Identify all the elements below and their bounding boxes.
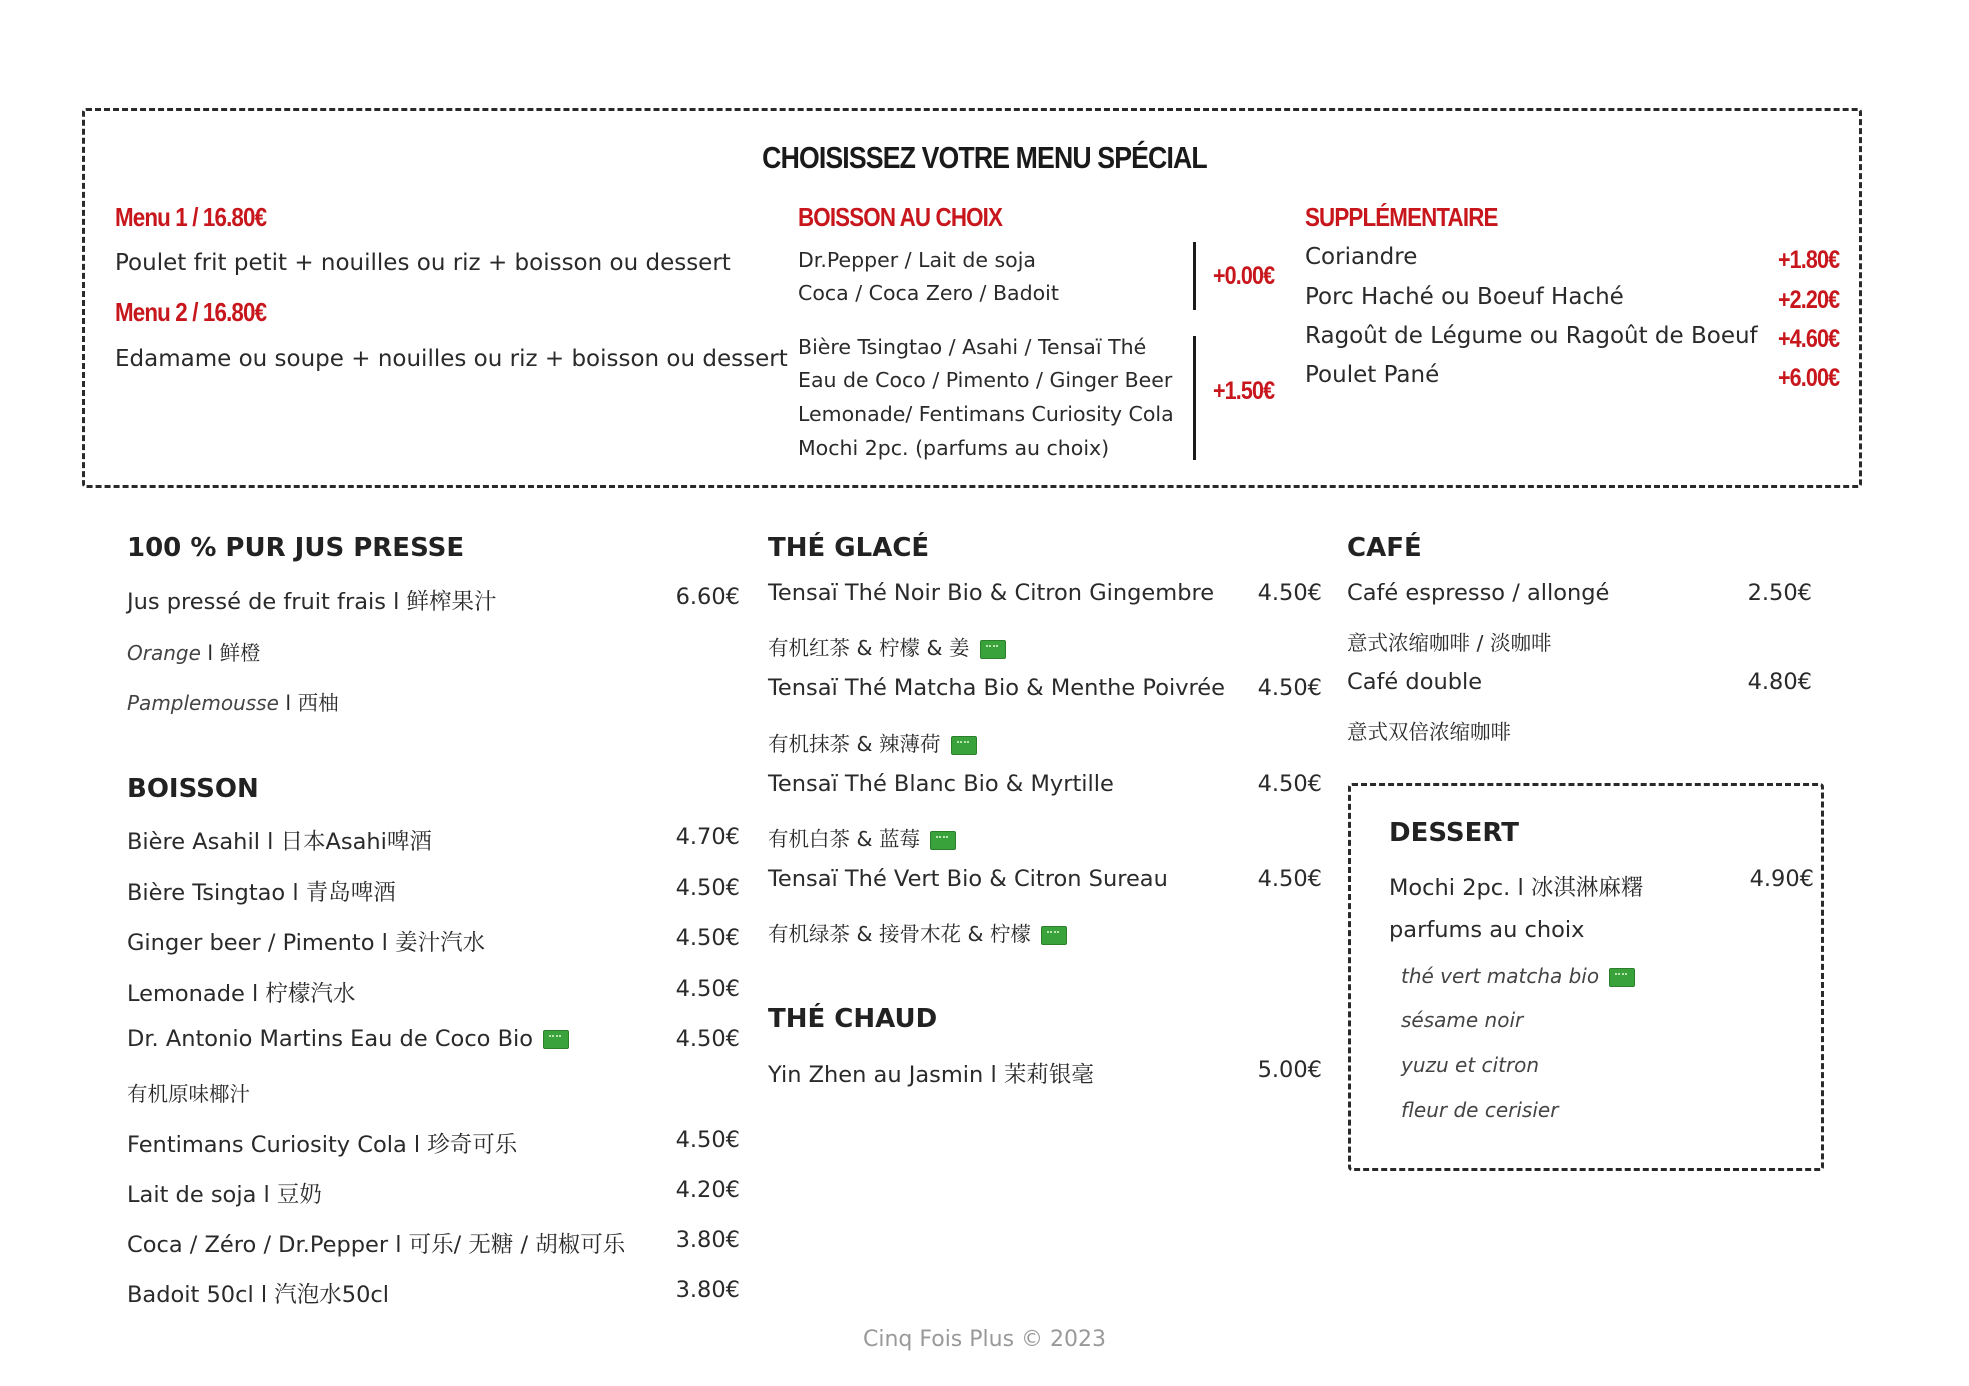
supplement-price: +2.20€ — [1777, 286, 1839, 314]
boisson-choix-line: Dr.Pepper / Lait de soja — [798, 248, 1036, 272]
boisson-price: 4.20€ — [675, 1177, 740, 1203]
jus-option: Orange l 鲜橙 — [127, 641, 261, 665]
bio-leaf-icon — [980, 640, 1006, 659]
cafe-price: 4.80€ — [1747, 669, 1812, 695]
boisson-price: 4.50€ — [675, 875, 740, 901]
bio-leaf-icon — [543, 1030, 569, 1049]
dessert-heading: DESSERT — [1389, 818, 1519, 848]
boisson-price: 4.50€ — [675, 976, 740, 1002]
menu1-desc: Poulet frit petit + nouilles ou riz + boisson ou dessert — [115, 250, 731, 276]
bio-leaf-icon — [1041, 926, 1067, 945]
boisson-item: Lait de soja l 豆奶 — [127, 1182, 322, 1208]
dessert-flavor: sésame noir — [1401, 1008, 1524, 1032]
the-glace-item: Tensaï Thé Vert Bio & Citron Sureau — [768, 866, 1168, 892]
boisson-item: Ginger beer / Pimento l 姜汁汽水 — [127, 930, 486, 956]
boisson-item: Coca / Zéro / Dr.Pepper l 可乐/ 无糖 / 胡椒可乐 — [127, 1232, 626, 1258]
the-glace-price: 4.50€ — [1257, 866, 1322, 892]
boisson-item: Badoit 50cl l 汽泡水50cl — [127, 1282, 390, 1308]
boisson-item-zh: 有机原味椰汁 — [127, 1082, 250, 1106]
boisson-price: 4.50€ — [675, 1026, 740, 1052]
boisson-item: Bière Asahil l 日本Asahi啤酒 — [127, 829, 432, 855]
boisson-item: Lemonade l 柠檬汽水 — [127, 981, 356, 1007]
divider-bar — [1193, 336, 1196, 460]
supplement-price: +4.60€ — [1777, 325, 1839, 353]
boisson-price: 4.50€ — [675, 925, 740, 951]
boisson-price: 4.70€ — [675, 824, 740, 850]
dessert-item: Mochi 2pc. l 冰淇淋麻糬 — [1389, 875, 1644, 901]
supplement-item: Poulet Pané — [1305, 362, 1440, 388]
the-glace-item-zh: 有机红茶 & 柠檬 & 姜 — [768, 631, 1006, 661]
the-glace-item: Tensaï Thé Noir Bio & Citron Gingembre — [768, 580, 1215, 606]
special-menu-title: CHOISISSEZ VOTRE MENU SPÉCIAL — [762, 140, 1207, 175]
boisson-choix-line: Mochi 2pc. (parfums au choix) — [798, 436, 1110, 460]
menu1-label: Menu 1 / 16.80€ — [115, 202, 267, 232]
boisson-choix-price: +0.00€ — [1212, 262, 1274, 290]
cafe-item-zh: 意式浓缩咖啡 / 淡咖啡 — [1347, 631, 1552, 655]
menu2-desc: Edamame ou soupe + nouilles ou riz + boisson ou dessert — [115, 346, 788, 372]
jus-heading: 100 % PUR JUS PRESSE — [127, 533, 465, 563]
boisson-item: Fentimans Curiosity Cola l 珍奇可乐 — [127, 1132, 518, 1158]
bio-leaf-icon — [930, 831, 956, 850]
the-glace-item-zh: 有机抹茶 & 辣薄荷 — [768, 727, 977, 757]
boisson-price: 4.50€ — [675, 1127, 740, 1153]
the-glace-price: 4.50€ — [1257, 675, 1322, 701]
boisson-choix-heading: BOISSON AU CHOIX — [798, 202, 1003, 232]
cafe-heading: CAFÉ — [1347, 533, 1422, 563]
boisson-price: 3.80€ — [675, 1227, 740, 1253]
footer-copyright: Cinq Fois Plus © 2023 — [862, 1327, 1107, 1352]
jus-option: Pamplemousse l 西柚 — [127, 691, 339, 715]
jus-item: Jus pressé de fruit frais l 鲜榨果汁 — [127, 589, 497, 615]
dessert-sub: parfums au choix — [1389, 917, 1585, 943]
boisson-choix-price: +1.50€ — [1212, 377, 1274, 405]
cafe-item: Café double — [1347, 669, 1483, 695]
the-glace-item: Tensaï Thé Blanc Bio & Myrtille — [768, 771, 1114, 797]
the-chaud-price: 5.00€ — [1257, 1057, 1322, 1083]
dessert-flavor: yuzu et citron — [1401, 1053, 1540, 1077]
supplement-item: Coriandre — [1305, 244, 1418, 270]
supplementaire-heading: SUPPLÉMENTAIRE — [1305, 202, 1498, 232]
the-chaud-heading: THÉ CHAUD — [768, 1004, 938, 1034]
divider-bar — [1193, 242, 1196, 310]
boisson-choix-line: Bière Tsingtao / Asahi / Tensaï Thé — [798, 335, 1147, 359]
boisson-heading: BOISSON — [127, 774, 259, 804]
supplement-price: +1.80€ — [1777, 246, 1839, 274]
boisson-choix-line: Lemonade/ Fentimans Curiosity Cola — [798, 402, 1174, 426]
jus-price: 6.60€ — [675, 584, 740, 610]
supplement-item: Porc Haché ou Boeuf Haché — [1305, 284, 1624, 310]
cafe-item-zh: 意式双倍浓缩咖啡 — [1347, 720, 1511, 744]
the-glace-price: 4.50€ — [1257, 580, 1322, 606]
the-glace-item-zh: 有机白茶 & 蓝莓 — [768, 822, 956, 852]
the-glace-price: 4.50€ — [1257, 771, 1322, 797]
bio-leaf-icon — [1609, 968, 1635, 987]
boisson-choix-line: Coca / Coca Zero / Badoit — [798, 281, 1059, 305]
bio-leaf-icon — [951, 736, 977, 755]
cafe-price: 2.50€ — [1747, 580, 1812, 606]
boisson-choix-line: Eau de Coco / Pimento / Ginger Beer — [798, 368, 1173, 392]
menu2-label: Menu 2 / 16.80€ — [115, 297, 267, 327]
dessert-flavor: fleur de cerisier — [1401, 1098, 1559, 1122]
supplement-item: Ragoût de Légume ou Ragoût de Boeuf — [1305, 323, 1758, 349]
cafe-item: Café espresso / allongé — [1347, 580, 1610, 606]
boisson-price: 3.80€ — [675, 1277, 740, 1303]
supplement-price: +6.00€ — [1777, 364, 1839, 392]
the-glace-heading: THÉ GLACÉ — [768, 533, 930, 563]
dessert-price: 4.90€ — [1749, 866, 1814, 892]
the-glace-item: Tensaï Thé Matcha Bio & Menthe Poivrée — [768, 675, 1225, 701]
the-chaud-item: Yin Zhen au Jasmin l 茉莉银毫 — [768, 1062, 1094, 1088]
the-glace-item-zh: 有机绿茶 & 接骨木花 & 柠檬 — [768, 917, 1067, 947]
dessert-flavor: thé vert matcha bio — [1401, 964, 1635, 988]
boisson-item: Dr. Antonio Martins Eau de Coco Bio — [127, 1026, 569, 1052]
boisson-item: Bière Tsingtao l 青岛啤酒 — [127, 880, 396, 906]
